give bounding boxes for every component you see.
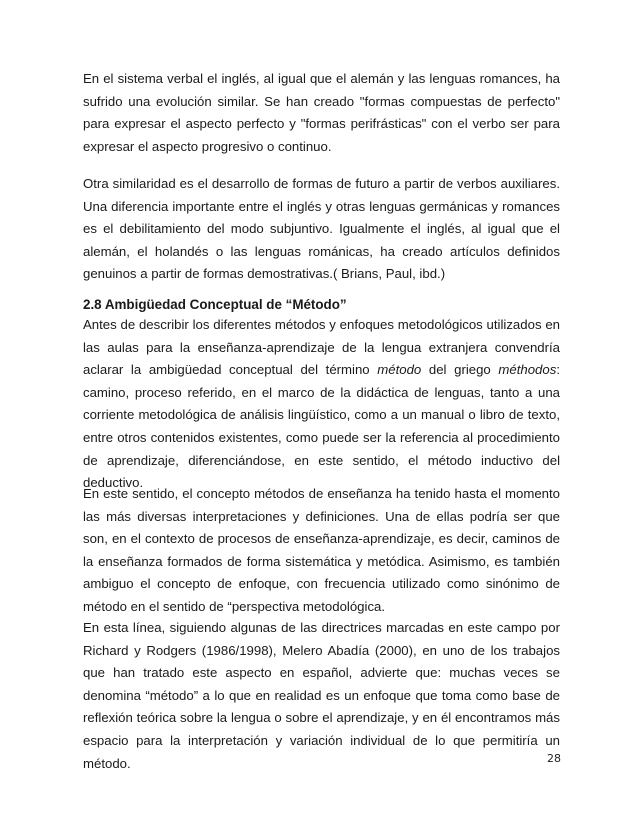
- italic-term: méthodos: [498, 362, 557, 378]
- paragraph-text: : camino, proceso referido, en el marco de la didáctica de lenguas, tanto a una corriente metodológica de análisis lingüístico, como a un manual o libro de texto, entre otros contenidos existentes, como puede ser la referencia al procedimiento de aprendizaje, diferenciándose, en este sentido, el método inductivo del deductivo.: [83, 362, 560, 491]
- body-paragraph: Otra similaridad es el desarrollo de formas de futuro a partir de verbos auxiliares. Una diferencia importante entre el inglés y otras lenguas germánicas y romances es el debilitamiento del modo subjuntivo. Igualmente el inglés, al igual que el alemán, el holandés o las lenguas románicas, ha creado artículos definidos genuinos a partir de formas demostrativas.( Brians, Paul, ibd.): [83, 176, 560, 282]
- paragraph-text: Antes de describir los diferentes métodos y enfoques metodológicos utilizados en las aulas para la enseñanza-aprendizaje de la lengua extranjera convendría aclarar la ambigüedad conceptual del término: [83, 317, 560, 378]
- page-number: 28: [547, 752, 561, 765]
- body-paragraph: En esta línea, siguiendo algunas de las directrices marcadas en este campo por Richard y Rodgers (1986/1998), Melero Abadía (2000), en uno de los trabajos que han tratado este aspecto en español, advierte que: muchas veces se denomina “método” a lo que en realidad es un enfoque que toma como base de reflexión teórica sobre la lengua o sobre el aprendizaje, y en él encontramos más espacio para la interpretación y variación individual de lo que permitiría un método.: [83, 620, 560, 771]
- paragraph-text: del griego: [421, 362, 499, 378]
- italic-term: método: [377, 362, 422, 378]
- body-paragraph: En el sistema verbal el inglés, al igual que el alemán y las lenguas romances, ha sufrido una evolución similar. Se han creado "formas compuestas de perfecto" para expresar el aspecto perfecto y "formas perifrásticas" con el verbo ser para expresar el aspecto progresivo o continuo.: [83, 71, 560, 154]
- body-paragraph: En este sentido, el concepto métodos de enseñanza ha tenido hasta el momento las más diversas interpretaciones y definiciones. Una de ellas podría ser que son, en el contexto de procesos de enseñanza-aprendizaje, es decir, caminos de la enseñanza formados de forma sistemática y metódica. Asimismo, es también ambiguo el concepto de enfoque, con frecuencia utilizado como sinónimo de método en el sentido de “perspectiva metodológica.: [83, 486, 560, 614]
- section-heading: 2.8 Ambigüedad Conceptual de “Método”: [83, 297, 347, 312]
- body-paragraph: [83, 314, 560, 495]
